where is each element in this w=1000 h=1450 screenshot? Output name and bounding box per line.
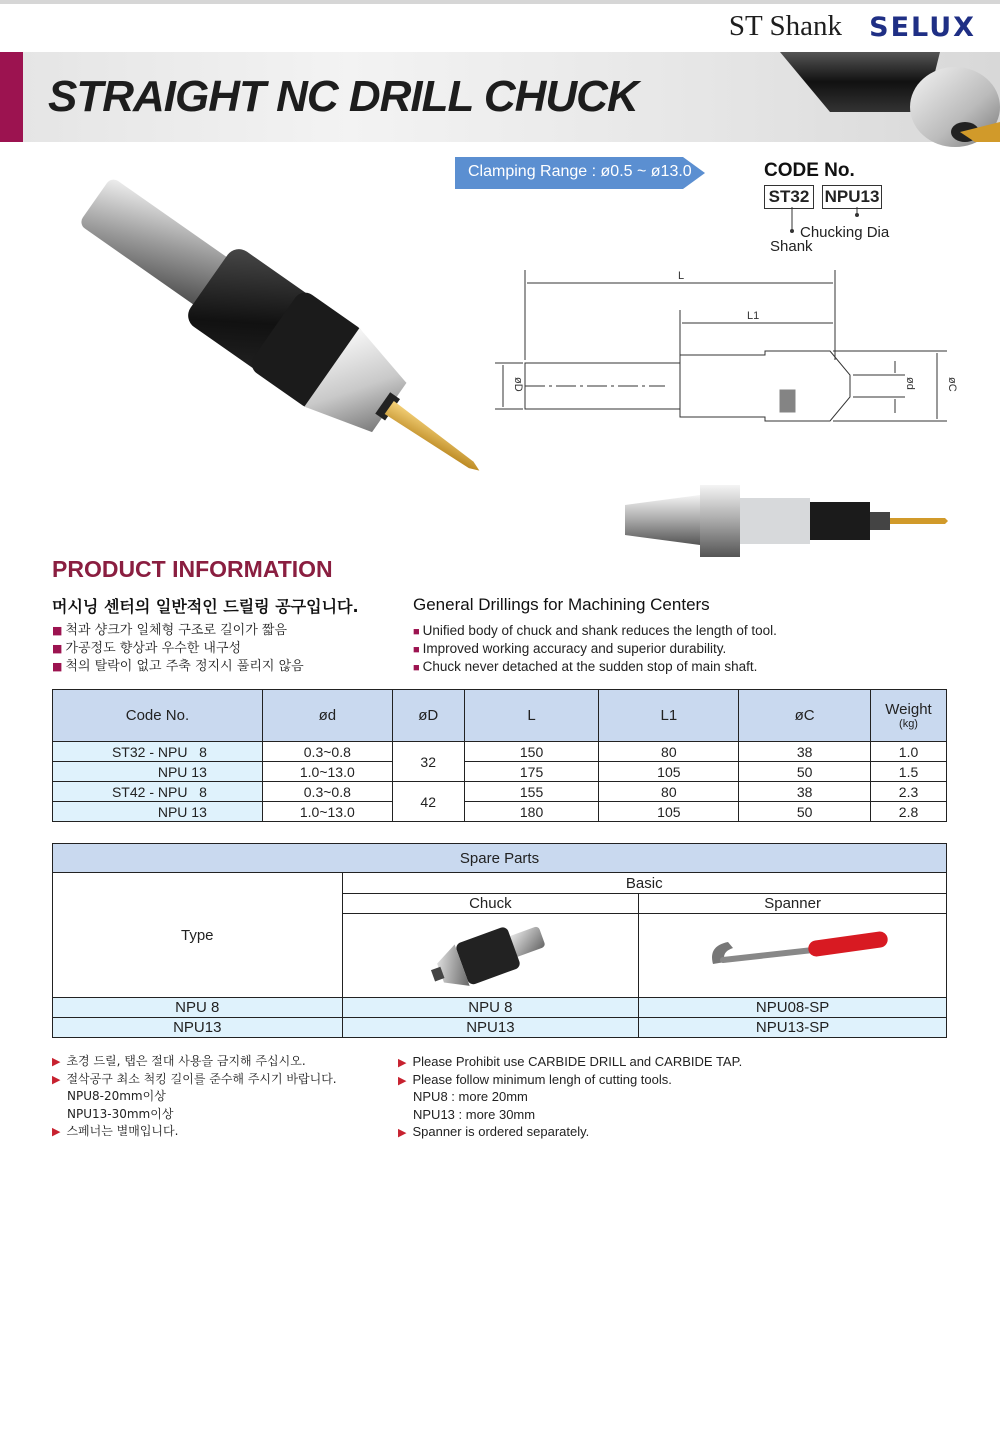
notes-en bbox=[398, 1053, 742, 1141]
cell-code: NPU 13 bbox=[53, 802, 263, 822]
cell-d: 0.3~0.8 bbox=[262, 782, 392, 802]
cell-L1: 105 bbox=[599, 762, 739, 782]
spare-chuck-image bbox=[425, 919, 555, 989]
cell-d: 0.3~0.8 bbox=[262, 742, 392, 762]
feature-ko-item: ■ 척과 샹크가 일체형 구조로 길이가 짧음 bbox=[52, 622, 304, 640]
note-ko-item bbox=[52, 1123, 337, 1141]
dim-D: øD bbox=[512, 377, 524, 392]
chucking-dia-note: Chucking Dia bbox=[800, 224, 890, 241]
notes-ko bbox=[52, 1053, 337, 1141]
clamping-range-text: Clamping Range : ø0.5 ~ ø13.0 bbox=[468, 163, 692, 180]
cell-code: ST42 - NPU 8 bbox=[53, 782, 263, 802]
cell-d: 1.0~13.0 bbox=[262, 802, 392, 822]
note-text: 초경 드릴, 탭은 절대 사용을 금지해 주십시오. bbox=[66, 1054, 306, 1068]
header-chuck-image bbox=[740, 52, 1000, 142]
feature-en-item: ■ Chuck never detached at the sudden stop of main shaft. bbox=[413, 658, 777, 676]
note-ko-item bbox=[52, 1053, 337, 1071]
chuck-label: Chuck bbox=[342, 894, 639, 914]
cell-C: 38 bbox=[739, 742, 871, 762]
note-en-sub: NPU13 : more 30mm bbox=[413, 1106, 536, 1122]
cell-D: 42 bbox=[392, 782, 464, 822]
feature-en-item: ■ Improved working accuracy and superior durability. bbox=[413, 640, 777, 658]
note-text: 스페너는 별매입니다. bbox=[66, 1124, 179, 1138]
header-D: øD bbox=[392, 690, 464, 742]
spare-spanner-image bbox=[693, 924, 893, 984]
feature-ko-item: ■ 가공정도 향상과 우수한 내구성 bbox=[52, 640, 304, 658]
code-title: CODE No. bbox=[764, 160, 855, 181]
dim-d: ød bbox=[904, 377, 916, 390]
title-accent-bar bbox=[0, 52, 23, 142]
spanner-label: Spanner bbox=[639, 894, 947, 914]
cell-spanner: NPU13-SP bbox=[639, 1018, 947, 1038]
product-image-chuck bbox=[50, 180, 500, 480]
product-image-holder bbox=[620, 480, 950, 565]
series-name: ST Shank bbox=[728, 10, 842, 42]
cell-L1: 80 bbox=[599, 742, 739, 762]
cell-L: 180 bbox=[464, 802, 599, 822]
table-row bbox=[53, 762, 947, 782]
cell-C: 50 bbox=[739, 762, 871, 782]
cell-code: ST32 - NPU 8 bbox=[53, 742, 263, 762]
note-text: Please Prohibit use CARBIDE DRILL and CARBIDE TAP. bbox=[412, 1054, 743, 1069]
cell-type: NPU13 bbox=[53, 1018, 343, 1038]
table-row bbox=[53, 782, 947, 802]
note-text: Please follow minimum lengh of cutting tools. bbox=[412, 1071, 672, 1087]
dim-L1: L1 bbox=[747, 310, 760, 322]
header-L1: L1 bbox=[599, 690, 739, 742]
note-text: 절삭공구 최소 척킹 길이를 준수해 주시기 바랍니다. bbox=[66, 1071, 337, 1086]
triangle-bullet-icon: ▶ bbox=[52, 1055, 61, 1068]
note-en-item bbox=[398, 1071, 742, 1089]
feature-en-item: ■ Unified body of chuck and shank reduces the length of tool. bbox=[413, 622, 777, 640]
triangle-bullet-icon: ▶ bbox=[398, 1057, 407, 1069]
header-weight bbox=[871, 690, 947, 742]
header-L: L bbox=[464, 690, 599, 742]
table-row bbox=[53, 1018, 947, 1038]
type-label: Type bbox=[53, 873, 343, 998]
cell-code: NPU 13 bbox=[53, 762, 263, 782]
header-weight-unit: (kg) bbox=[899, 718, 918, 730]
brand-logo: SELUX bbox=[869, 12, 976, 43]
cell-d: 1.0~13.0 bbox=[262, 762, 392, 782]
basic-label: Basic bbox=[342, 873, 946, 894]
header-d: ød bbox=[262, 690, 392, 742]
product-info-heading: PRODUCT INFORMATION bbox=[52, 556, 333, 582]
header-code: Code No. bbox=[53, 690, 263, 742]
note-text: Spanner is ordered separately. bbox=[412, 1124, 590, 1139]
chuck-image-cell bbox=[342, 914, 639, 998]
note-en-sub: NPU8 : more 20mm bbox=[413, 1089, 528, 1104]
triangle-bullet-icon: ▶ bbox=[52, 1125, 61, 1138]
note-ko-item bbox=[52, 1071, 337, 1089]
cell-C: 50 bbox=[739, 802, 871, 822]
cell-L: 150 bbox=[464, 742, 599, 762]
cell-L: 175 bbox=[464, 762, 599, 782]
table-row bbox=[53, 998, 947, 1018]
dim-C: øC bbox=[946, 377, 958, 392]
table-row bbox=[53, 742, 947, 762]
header-weight-label: Weight bbox=[885, 701, 932, 718]
features-list-en bbox=[413, 622, 777, 676]
cell-weight: 1.5 bbox=[871, 762, 947, 782]
product-subtitle-en: General Drillings for Machining Centers bbox=[413, 595, 710, 614]
note-ko-sub: NPU13-30mm이상 bbox=[67, 1106, 174, 1121]
triangle-bullet-icon: ▶ bbox=[398, 1127, 407, 1139]
spec-table bbox=[52, 689, 947, 822]
cell-chuck: NPU13 bbox=[342, 1018, 639, 1038]
spare-parts-table bbox=[52, 843, 947, 1038]
code-chuck-box: NPU13 bbox=[822, 185, 882, 209]
spanner-image-cell bbox=[639, 914, 947, 998]
cell-chuck: NPU 8 bbox=[342, 998, 639, 1018]
cell-L: 155 bbox=[464, 782, 599, 802]
cell-L1: 80 bbox=[599, 782, 739, 802]
top-border bbox=[0, 0, 1000, 4]
dim-L: L bbox=[678, 270, 685, 282]
note-en-item bbox=[398, 1123, 742, 1141]
feature-ko-item: ■ 척의 탈락이 없고 주축 정지시 풀리지 않음 bbox=[52, 658, 304, 676]
features-list-ko bbox=[52, 622, 304, 676]
cell-type: NPU 8 bbox=[53, 998, 343, 1018]
technical-drawing bbox=[485, 265, 958, 435]
cell-C: 38 bbox=[739, 782, 871, 802]
cell-spanner: NPU08-SP bbox=[639, 998, 947, 1018]
cell-D: 32 bbox=[392, 742, 464, 782]
shank-note: Shank bbox=[770, 238, 813, 255]
note-ko-sub: NPU8-20mm이상 bbox=[67, 1089, 166, 1103]
cell-weight: 2.3 bbox=[871, 782, 947, 802]
page-title: STRAIGHT NC DRILL CHUCK bbox=[48, 72, 638, 121]
header-C: øC bbox=[739, 690, 871, 742]
triangle-bullet-icon: ▶ bbox=[52, 1072, 61, 1086]
cell-weight: 2.8 bbox=[871, 802, 947, 822]
spec-header-row bbox=[53, 690, 947, 742]
table-row bbox=[53, 802, 947, 822]
spare-title: Spare Parts bbox=[53, 844, 947, 873]
note-en-item bbox=[398, 1053, 742, 1071]
code-shank-box: ST32 bbox=[764, 185, 814, 209]
cell-weight: 1.0 bbox=[871, 742, 947, 762]
product-subtitle-ko: 머시닝 센터의 일반적인 드릴링 공구입니다. bbox=[52, 597, 359, 616]
cell-L1: 105 bbox=[599, 802, 739, 822]
triangle-bullet-icon: ▶ bbox=[398, 1074, 407, 1087]
